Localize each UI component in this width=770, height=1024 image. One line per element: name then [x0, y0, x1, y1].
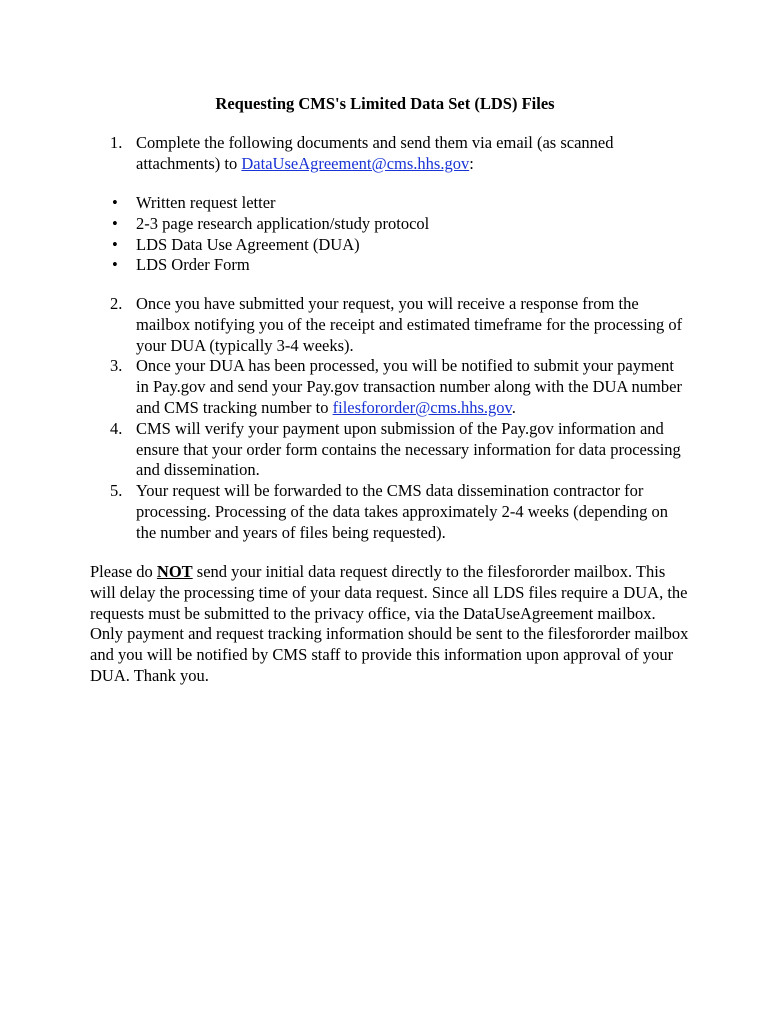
step-1-text-end: : [469, 153, 474, 173]
closing-paragraph [90, 562, 690, 687]
bullet-icon: • [112, 255, 118, 275]
step-5 [90, 481, 690, 543]
required-documents-list [90, 193, 690, 276]
bullet-icon: • [112, 234, 118, 254]
step-2 [90, 294, 690, 356]
step-4 [90, 419, 690, 481]
steps-list-part-1 [90, 133, 690, 175]
step-5-text: Your request will be forwarded to the CMS data dissemination contractor for processing. Processing of the data takes approximately 2-4 weeks (depending on the number and years of files being requested). [136, 481, 668, 542]
step-3-text-end: . [511, 397, 516, 417]
required-documents-block [90, 193, 690, 276]
step-4-text: CMS will verify your payment upon submission of the Pay.gov information and ensure that your order form contains the necessary information for data processing and dissemination. [136, 418, 681, 480]
step-1-block [90, 133, 690, 175]
step-3-number: 3. [110, 356, 123, 376]
step-3 [90, 356, 690, 418]
document-item [90, 193, 690, 214]
files-for-order-email-link[interactable]: filesfororder@cms.hhs.gov [332, 397, 512, 417]
steps-2-to-5-block [90, 294, 690, 544]
closing-text-start: Please do [90, 562, 157, 581]
document-item-label: Written request letter [136, 193, 276, 212]
step-3-text: Once your DUA has been processed, you will be notified to submit your payment in Pay.gov and send your Pay.gov transaction number along with the DUA number and CMS tracking number to [136, 356, 682, 417]
step-2-number: 2. [110, 294, 123, 313]
document-title: Requesting CMS's Limited Data Set (LDS) Files [215, 94, 555, 113]
bullet-icon: • [112, 193, 118, 212]
document-item [90, 255, 690, 276]
closing-emphasis: NOT [156, 562, 193, 581]
document-item [90, 235, 690, 256]
step-4-number: 4. [110, 418, 123, 438]
document-item [90, 214, 690, 235]
document-item-label: LDS Data Use Agreement (DUA) [136, 234, 360, 254]
data-use-agreement-email-link[interactable]: DataUseAgreement@cms.hhs.gov [241, 153, 470, 173]
steps-list-part-2 [90, 294, 690, 544]
step-5-number: 5. [110, 481, 123, 501]
step-1-text: Complete the following documents and send them via email (as scanned attachments) to [136, 133, 614, 173]
document-item-label: 2-3 page research application/study protocol [136, 213, 430, 233]
step-1-number: 1. [110, 133, 123, 152]
step-2-text: Once you have submitted your request, you will receive a response from the mailbox notifying you of the receipt and estimated timeframe for the processing of your DUA (typically 3-4 weeks). [136, 294, 683, 355]
bullet-icon: • [112, 213, 118, 233]
document-item-label: LDS Order Form [136, 255, 250, 275]
closing-text-rest: send your initial data request directly to the filesfororder mailbox. This will delay the processing time of your data request. Since all LDS files require a DUA, the requests must be submitted to the privacy office, via the DataUseAgreement mailbox. Only payment and request tracking information should be sent to the filesfororder mailbox and you will be notified by CMS staff to provide this information upon approval of your DUA. Thank you. [90, 562, 689, 685]
step-1 [90, 133, 690, 175]
